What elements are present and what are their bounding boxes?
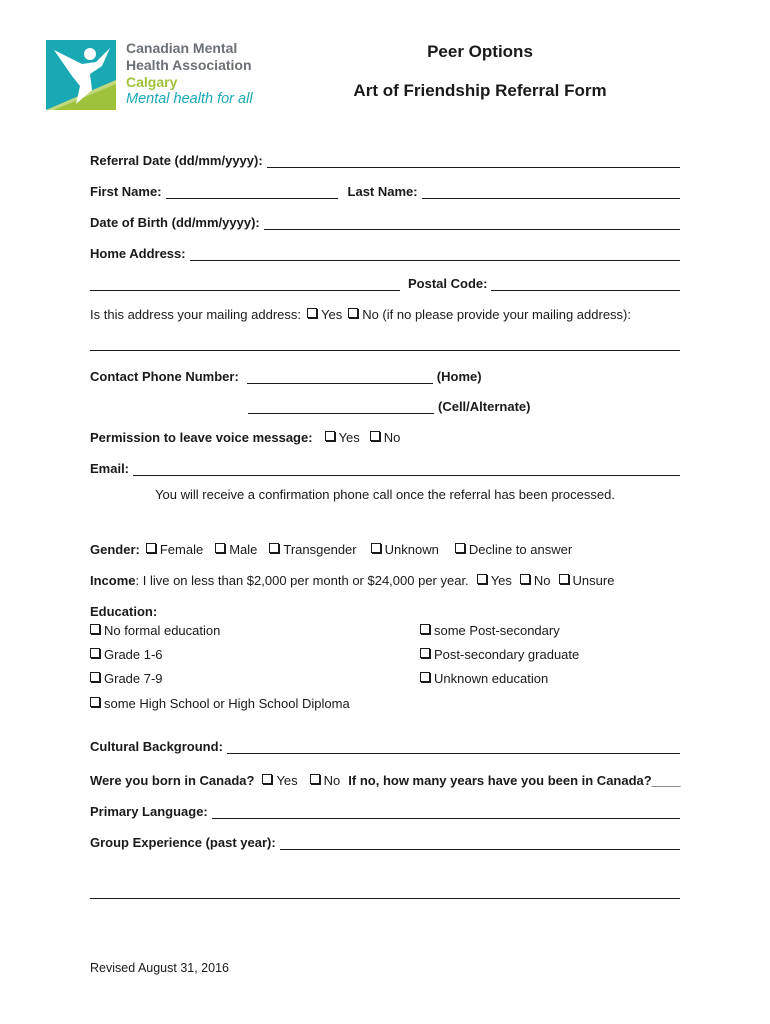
checkbox-icon[interactable] <box>520 574 530 584</box>
mailing-yes-option[interactable] <box>301 307 342 322</box>
group-experience-field[interactable] <box>280 835 680 850</box>
phone-home-suffix: (Home) <box>436 369 482 384</box>
voice-row <box>90 425 680 445</box>
income-row <box>90 568 680 588</box>
education-option[interactable] <box>90 647 163 662</box>
checkbox-icon[interactable] <box>146 543 156 553</box>
years-question: If no, how many years have you been in Canada?____ <box>348 773 681 788</box>
phone-cell-suffix: (Cell/Alternate) <box>438 399 531 414</box>
group-experience-line2-row <box>90 879 680 899</box>
revision-note: Revised August 31, 2016 <box>90 961 229 975</box>
checkbox-icon[interactable] <box>559 574 569 584</box>
logo-line1: Canadian Mental <box>126 40 238 56</box>
address-line2-field[interactable] <box>90 276 400 291</box>
referral-date-label: Referral Date (dd/mm/yyyy): <box>90 153 263 168</box>
mailing-row <box>90 302 680 322</box>
education-option-label: some High School or High School Diploma <box>104 696 350 711</box>
gender-option-label: Transgender <box>283 542 357 557</box>
first-name-label: First Name: <box>90 184 162 199</box>
checkbox-icon[interactable] <box>262 774 272 784</box>
education-option-label: Grade 7-9 <box>104 671 163 686</box>
phone-cell-row <box>90 394 680 414</box>
checkbox-icon[interactable] <box>325 431 335 441</box>
cultural-label: Cultural Background: <box>90 739 223 754</box>
cultural-field[interactable] <box>227 739 680 754</box>
education-row <box>90 599 680 619</box>
checkbox-icon[interactable] <box>420 672 430 682</box>
mailing-no-label: No (if no please provide your mailing address): <box>362 307 632 322</box>
mailing-no-option[interactable] <box>342 307 631 322</box>
education-option[interactable] <box>90 696 350 711</box>
checkbox-icon[interactable] <box>455 543 465 553</box>
education-label: Education: <box>90 604 158 619</box>
education-option-label: some Post-secondary <box>434 623 560 638</box>
email-label: Email: <box>90 461 130 476</box>
dob-field[interactable] <box>264 215 680 230</box>
education-option[interactable] <box>420 623 560 638</box>
postal-code-field[interactable] <box>491 276 680 291</box>
home-address-field[interactable] <box>190 246 680 261</box>
income-label: Income <box>90 573 136 588</box>
name-row <box>90 179 680 199</box>
income-option-yes[interactable] <box>471 573 512 588</box>
checkbox-icon[interactable] <box>420 624 430 634</box>
checkbox-icon[interactable] <box>420 648 430 658</box>
mailing-address-row <box>90 331 680 351</box>
checkbox-icon[interactable] <box>215 543 225 553</box>
primary-language-field[interactable] <box>212 804 680 819</box>
checkbox-icon[interactable] <box>90 672 100 682</box>
checkbox-icon[interactable] <box>477 574 487 584</box>
born-yes-label: Yes <box>276 773 298 788</box>
gender-option-decline[interactable] <box>449 542 572 557</box>
postal-code-label: Postal Code: <box>408 276 488 291</box>
gender-option-male[interactable] <box>209 542 257 557</box>
checkbox-icon[interactable] <box>348 308 358 318</box>
confirmation-note: You will receive a confirmation phone call once the referral has been processed. <box>155 487 615 502</box>
income-option-label: Yes <box>490 573 512 588</box>
checkbox-icon[interactable] <box>371 543 381 553</box>
gender-option-label: Unknown <box>384 542 439 557</box>
born-question: Were you born in Canada? <box>90 773 255 788</box>
born-no-label: No <box>323 773 341 788</box>
gender-option-label: Female <box>159 542 204 557</box>
education-option-label: No formal education <box>104 623 221 638</box>
group-experience-label: Group Experience (past year): <box>90 835 276 850</box>
checkbox-icon[interactable] <box>370 431 380 441</box>
cmha-logo-icon <box>46 40 116 110</box>
logo-tagline: Mental health for all <box>126 91 253 107</box>
cmha-logo <box>46 40 266 112</box>
checkbox-icon[interactable] <box>310 774 320 784</box>
group-experience-field-2[interactable] <box>90 884 680 899</box>
checkbox-icon[interactable] <box>269 543 279 553</box>
dob-row <box>90 210 680 230</box>
voice-question: Permission to leave voice message: <box>90 430 313 445</box>
contact-phone-label: Contact Phone Number: <box>90 369 239 384</box>
education-option-label: Unknown education <box>434 671 549 686</box>
page-subtitle: Art of Friendship Referral Form <box>353 81 607 100</box>
checkbox-icon[interactable] <box>90 624 100 634</box>
education-option-label: Grade 1-6 <box>104 647 163 662</box>
phone-cell-field[interactable] <box>248 399 434 414</box>
home-address-row <box>90 241 680 261</box>
born-yes-option[interactable] <box>256 773 297 788</box>
born-no-option[interactable] <box>304 773 341 788</box>
education-option[interactable] <box>420 671 548 686</box>
income-option-unsure[interactable] <box>553 573 615 588</box>
education-option-label: Post-secondary graduate <box>434 647 580 662</box>
phone-home-field[interactable] <box>247 369 433 384</box>
checkbox-icon[interactable] <box>90 697 100 707</box>
postal-row <box>90 271 680 291</box>
gender-option-transgender[interactable] <box>263 542 356 557</box>
voice-no-label: No <box>383 430 401 445</box>
gender-option-label: Male <box>229 542 258 557</box>
dob-label: Date of Birth (dd/mm/yyyy): <box>90 215 260 230</box>
gender-label: Gender: <box>90 542 140 557</box>
gender-option-unknown[interactable] <box>365 542 439 557</box>
voice-yes-label: Yes <box>338 430 360 445</box>
mailing-question: Is this address your mailing address: <box>90 307 301 322</box>
income-option-label: Unsure <box>572 573 615 588</box>
checkbox-icon[interactable] <box>90 648 100 658</box>
education-option[interactable] <box>90 623 220 638</box>
referral-date-row <box>90 148 680 168</box>
gender-option-female[interactable] <box>140 542 203 557</box>
gender-row <box>90 537 680 557</box>
last-name-label: Last Name: <box>347 184 418 199</box>
logo-line2: Health Association <box>126 57 252 73</box>
group-experience-row <box>90 830 680 850</box>
last-name-field[interactable] <box>422 184 680 199</box>
home-address-label: Home Address: <box>90 246 186 261</box>
email-field[interactable] <box>133 461 680 476</box>
logo-wordmark <box>126 40 276 108</box>
first-name-field[interactable] <box>166 184 338 199</box>
income-option-label: No <box>533 573 551 588</box>
primary-language-label: Primary Language: <box>90 804 208 819</box>
income-option-no[interactable] <box>514 573 551 588</box>
email-row <box>90 456 680 476</box>
gender-option-label: Decline to answer <box>468 542 573 557</box>
phone-home-row <box>90 364 680 384</box>
page-title: Peer Options <box>427 42 533 61</box>
born-row <box>90 768 700 788</box>
education-option[interactable] <box>90 671 163 686</box>
checkbox-icon[interactable] <box>307 308 317 318</box>
voice-no-option[interactable] <box>364 430 401 445</box>
mailing-yes-label: Yes <box>320 307 343 322</box>
education-option[interactable] <box>420 647 579 662</box>
cultural-row <box>90 734 680 754</box>
mailing-address-field[interactable] <box>90 336 680 351</box>
language-row <box>90 799 680 819</box>
referral-date-field[interactable] <box>267 153 680 168</box>
voice-yes-option[interactable] <box>319 430 360 445</box>
logo-line3: Calgary <box>126 74 178 90</box>
income-text: : I live on less than $2,000 per month or $24,000 per year. <box>135 573 469 588</box>
